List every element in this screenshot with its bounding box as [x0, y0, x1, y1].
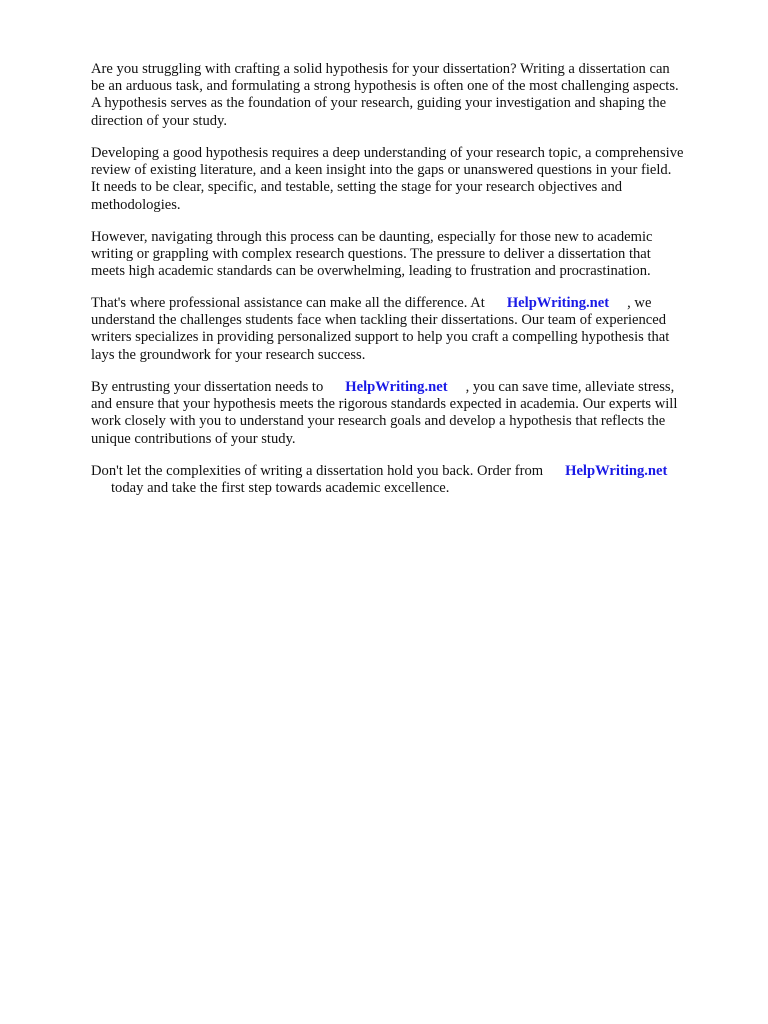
text-line: understand the challenges students face when tackling their dissertations. Our team of experienced: [91, 312, 667, 329]
paragraph-order: [91, 463, 731, 497]
text-line: Developing a good hypothesis requires a deep understanding of your research topic, a comprehensive: [91, 145, 684, 161]
helpwriting-link[interactable]: HelpWriting.net: [345, 379, 448, 395]
text-line: methodologies.: [91, 196, 181, 213]
paragraph-entrusting: [91, 379, 731, 448]
helpwriting-link[interactable]: HelpWriting.net: [506, 295, 610, 311]
text-fragment: , you can save time, alleviate stress,: [465, 379, 675, 395]
paragraph-navigating: [91, 229, 731, 281]
text-line: writers specializes in providing personalized support to help you craft a compelling hypothesis that: [91, 329, 670, 346]
text-line: writing or grappling with complex research questions. The pressure to deliver a dissertation that: [91, 246, 651, 263]
text-line: A hypothesis serves as the foundation of your research, guiding your investigation and shaping the: [91, 95, 667, 112]
text-line: [91, 463, 731, 480]
text-line: be an arduous task, and formulating a strong hypothesis is often one of the most challenging aspects.: [91, 78, 679, 95]
paragraph-intro: [91, 61, 731, 130]
text-line: review of existing literature, and a keen insight into the gaps or unanswered questions in your field.: [91, 162, 672, 179]
text-line: lays the groundwork for your research success.: [91, 346, 366, 363]
text-fragment: Don't let the complexities of writing a dissertation hold you back. Order from: [91, 463, 544, 479]
text-line: today and take the first step towards academic excellence.: [111, 480, 450, 497]
helpwriting-link[interactable]: HelpWriting.net: [565, 463, 668, 479]
text-line: It needs to be clear, specific, and testable, setting the stage for your research objectives and: [91, 179, 623, 196]
text-line: meets high academic standards can be overwhelming, leading to frustration and procrastination.: [91, 263, 651, 280]
text-line: Are you struggling with crafting a solid hypothesis for your dissertation? Writing a dissertation can: [91, 61, 670, 77]
text-fragment: That's where professional assistance can make all the difference. At: [91, 295, 485, 311]
text-fragment: , we: [627, 295, 652, 311]
text-line: [91, 295, 731, 312]
text-line: and ensure that your hypothesis meets the rigorous standards expected in academia. Our experts will: [91, 396, 678, 413]
text-line: direction of your study.: [91, 112, 228, 129]
text-line: work closely with you to understand your research goals and develop a hypothesis that reflects the: [91, 413, 666, 430]
text-line: However, navigating through this process can be daunting, especially for those new to academic: [91, 229, 653, 245]
text-line: [91, 379, 731, 396]
paragraph-developing: [91, 145, 731, 214]
text-line: unique contributions of your study.: [91, 430, 296, 447]
text-fragment: By entrusting your dissertation needs to: [91, 379, 324, 395]
paragraph-assistance: [91, 295, 731, 364]
